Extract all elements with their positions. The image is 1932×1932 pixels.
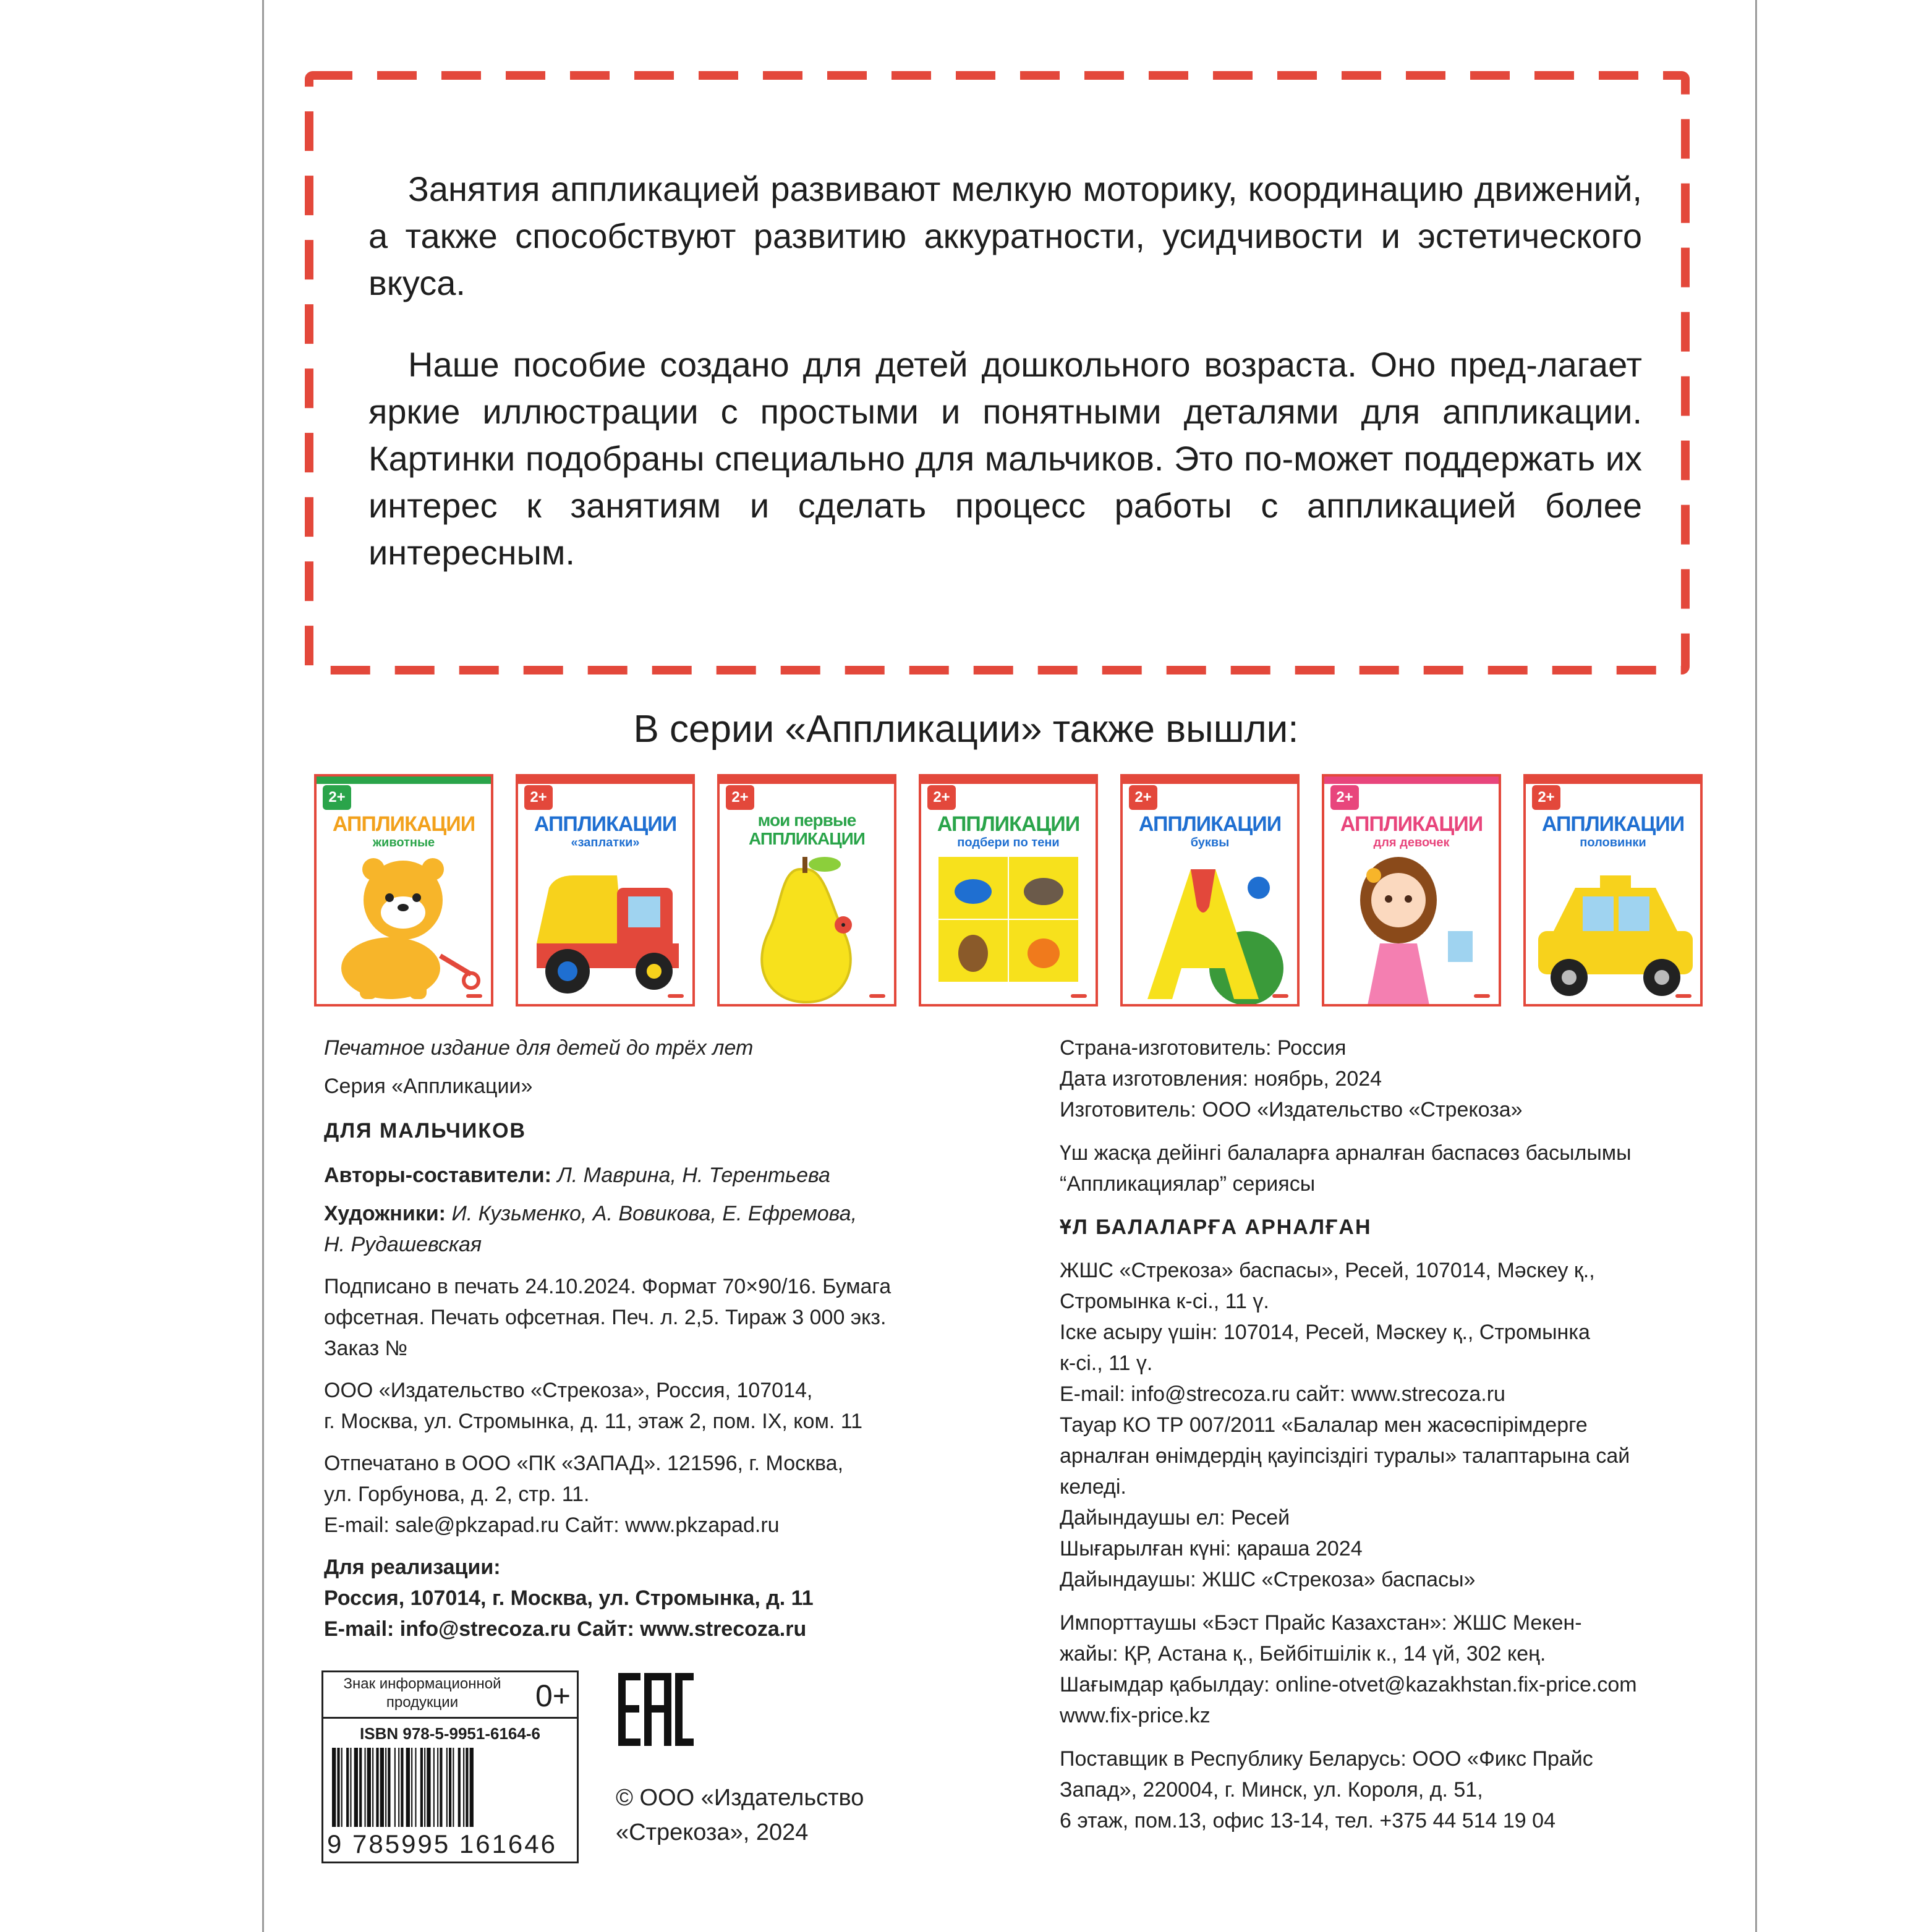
cover-subtitle: для девочек (1373, 836, 1450, 849)
kz-goods-line-3: келеді. (1060, 1475, 1126, 1499)
kz-country: Дайындаушы ел: Ресей (1060, 1506, 1290, 1530)
cover-letters[interactable] (1120, 774, 1300, 1006)
publisher-line-1: ООО «Издательство «Стрекоза», Россия, 107014, (324, 1379, 813, 1402)
artists-line-1: И. Кузьменко, А. Вовикова, Е. Ефремова, (451, 1202, 857, 1225)
barcode-digits: 9 785995 161646 (327, 1829, 557, 1858)
sales-line-1: Россия, 107014, г. Москва, ул. Стромынка, д. 11 (324, 1586, 814, 1610)
age-badge: 2+ (927, 785, 956, 810)
eac-mark-icon (616, 1669, 696, 1750)
authors: Л. Маврина, Н. Терентьева (557, 1164, 830, 1187)
country: Страна-изготовитель: Россия (1060, 1036, 1347, 1060)
cover-animals[interactable] (314, 774, 493, 1006)
print-line-3: Заказ № (324, 1337, 408, 1360)
intro-paragraph-1: Занятия аппликацией развивают мелкую моторику, координацию движений, а также способствуют развитию аккуратности, усидчивости и эстетического вкуса. (368, 169, 1642, 302)
series-name: Серия «Аппликации» (324, 1075, 533, 1098)
cover-halves[interactable] (1523, 774, 1703, 1006)
kz-email: E-mail: info@strecoza.ru сайт: www.strecoza.ru (1060, 1382, 1505, 1406)
printed-line-3: E-mail: sale@pkzapad.ru Сайт: www.pkzapad.ru (324, 1513, 780, 1537)
manufacturer: Изготовитель: ООО «Издательство «Стрекоза» (1060, 1098, 1523, 1121)
cover-for-girls[interactable] (1322, 774, 1501, 1006)
importer-line-4: www.fix-price.kz (1060, 1704, 1211, 1727)
book-title: ДЛЯ МАЛЬЧИКОВ (324, 1119, 527, 1143)
barcode-icon (330, 1748, 572, 1828)
cover-patches[interactable] (516, 774, 695, 1006)
animals-grid-icon (921, 851, 1096, 1005)
printed-line-2: ул. Горбунова, д. 2, стр. 11. (324, 1483, 590, 1506)
kz-title: ҰЛ БАЛАЛАРҒА АРНАЛҒАН (1060, 1215, 1372, 1239)
truck-icon (518, 851, 692, 1005)
publisher-line-2: г. Москва, ул. Стромынка, д. 11, этаж 2, пом. IX, ком. 11 (324, 1410, 863, 1433)
kz-pub-line-1: ЖШС «Стрекоза» баспасы», Ресей, 107014, Мәскеу қ., (1060, 1259, 1595, 1282)
copyright-line-1: © ООО «Издательство (616, 1785, 864, 1811)
tiger-icon (317, 851, 491, 1005)
cover-match-shadow[interactable] (919, 774, 1098, 1006)
cover-first-applications[interactable] (717, 774, 896, 1006)
importer-line-2: жайы: ҚР, Астана қ., Бейбітшілік к., 14 үй, 302 кең. (1060, 1642, 1546, 1666)
intro-text (368, 166, 1642, 611)
printed-line-1: Отпечатано в ООО «ПК «ЗАПАД». 121596, г. Москва, (324, 1452, 844, 1475)
print-line-2: офсетная. Печать офсетная. Печ. л. 2,5. Тираж 3 000 экз. (324, 1306, 887, 1329)
authors-label: Авторы-составители: (324, 1164, 551, 1187)
imprint-left (324, 1032, 1004, 1652)
age-badge: 2+ (726, 785, 754, 810)
copyright (616, 1781, 864, 1850)
taxi-icon (1526, 851, 1700, 1005)
cover-subtitle: «заплатки» (571, 836, 640, 849)
copyright-line-2: «Стрекоза», 2024 (616, 1819, 809, 1845)
series-heading: В серии «Аппликации» также вышли: (633, 708, 1299, 751)
cover-title: мои первые АППЛИКАЦИИ (749, 811, 865, 848)
age-badge: 2+ (323, 785, 351, 810)
print-line-1: Подписано в печать 24.10.2024. Формат 70×90/16. Бумага (324, 1275, 892, 1298)
kz-edition-line-1: Үш жасқа дейінгі балаларға арналған баспасөз басылымы (1060, 1141, 1632, 1165)
age-badge: 2+ (1532, 785, 1560, 810)
age-badge: 2+ (1330, 785, 1359, 810)
badge-label: Знак информационной продукции (343, 1675, 501, 1711)
by-line-3: 6 этаж, пом.13, офис 13-14, тел. +375 44 514 19 04 (1060, 1809, 1555, 1832)
sales-line-2: E-mail: info@strecoza.ru Сайт: www.strecoza.ru (324, 1617, 807, 1641)
by-line-1: Поставщик в Республику Беларусь: ООО «Фикс Прайс (1060, 1747, 1593, 1771)
importer-line-3: Шағымдар қабылдау: online-otvet@kazakhstan.fix-price.com (1060, 1673, 1637, 1696)
by-line-2: Запад», 220004, г. Минск, ул. Короля, д. 51, (1060, 1778, 1483, 1802)
cover-title: АППЛИКАЦИИ (1340, 812, 1483, 836)
sales-label: Для реализации: (324, 1555, 501, 1579)
cover-title: АППЛИКАЦИИ (937, 812, 1080, 836)
girl-icon (1324, 851, 1499, 1005)
age-rating: 0+ (535, 1679, 571, 1713)
cover-title: АППЛИКАЦИИ (534, 812, 677, 836)
kz-maker: Дайындаушы: ЖШС «Стрекоза» баспасы» (1060, 1568, 1476, 1591)
kz-goods-line-2: арналған өнімдердің қауіпсіздігі туралы» талаптарына сай (1060, 1444, 1630, 1468)
importer-line-1: Импорттаушы «Бэст Прайс Казахстан»: ЖШС Мекен- (1060, 1611, 1582, 1635)
kz-pub-line-2: Стромынка к-сі., 11 ү. (1060, 1290, 1269, 1313)
kz-edition-line-2: “Аппликациялар” сериясы (1060, 1172, 1316, 1196)
cover-subtitle: половинки (1580, 836, 1646, 849)
artists-line-2: Н. Рудашевская (324, 1233, 482, 1256)
info-product-badge (321, 1670, 579, 1863)
age-badge: 2+ (524, 785, 553, 810)
cover-subtitle: животные (372, 836, 435, 849)
edition-note: Печатное издание для детей до трёх лет (324, 1036, 754, 1060)
cover-title: АППЛИКАЦИИ (1541, 812, 1685, 836)
kz-impl-line-2: к-сі., 11 ү. (1060, 1351, 1153, 1375)
isbn: ISBN 978-5-9951-6164-6 (360, 1724, 540, 1743)
age-badge: 2+ (1129, 785, 1157, 810)
cover-title: АППЛИКАЦИИ (1138, 812, 1282, 836)
manufacture-date: Дата изготовления: ноябрь, 2024 (1060, 1067, 1382, 1091)
cover-title: АППЛИКАЦИИ (332, 812, 475, 836)
kz-goods-line-1: Тауар КО ТР 007/2011 «Балалар мен жасөспірімдерге (1060, 1413, 1588, 1437)
kz-date: Шығарылған күні: қараша 2024 (1060, 1537, 1363, 1560)
cover-subtitle: буквы (1190, 836, 1230, 849)
letter-a-icon (1123, 851, 1297, 1005)
artists-label: Художники: (324, 1202, 446, 1225)
pear-icon (720, 851, 894, 1005)
imprint-right (1060, 1032, 1721, 1844)
kz-impl-line-1: Іске асыру үшін: 107014, Ресей, Мәскеу қ., Стромынка (1060, 1321, 1590, 1344)
intro-paragraph-2: Наше пособие создано для детей дошкольного возраста. Оно пред-лагает яркие иллюстрации с простыми и понятными деталями для аппликации. Картинки подобраны специально для мальчиков. Это по-может поддержать их интерес к занятиям и сделать процесс работы с аппликацией более интересным. (368, 345, 1642, 572)
cover-subtitle: подбери по тени (957, 836, 1060, 849)
